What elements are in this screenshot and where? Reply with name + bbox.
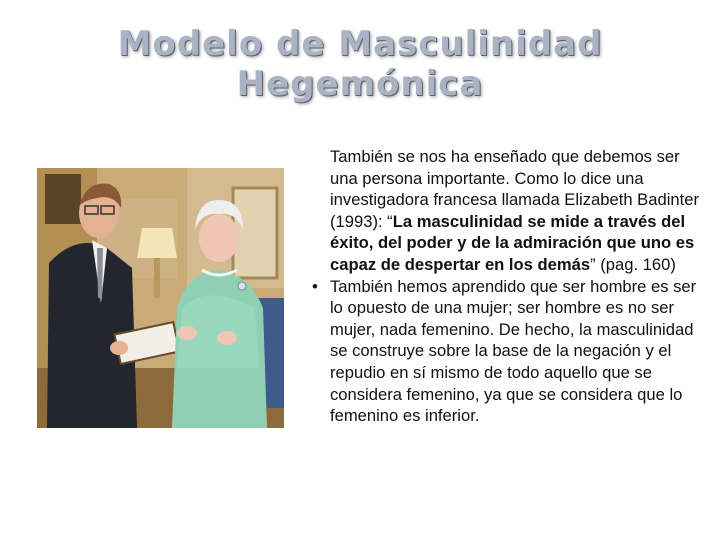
paragraph-1-quote: La masculinidad se mide a través del éxito, del poder y de la admiración que uno es capaz de despertar en los demás — [330, 211, 695, 274]
paragraph-1-text-start: También se nos ha enseñado que debemos ser una persona importante. Como lo dice una investigadora francesa llamada Elizabeth Badinter (1993): “ — [330, 147, 699, 231]
body-text — [310, 146, 710, 427]
bullet-icon: • — [312, 276, 318, 296]
photo-illustration — [37, 168, 284, 428]
photo — [37, 168, 284, 428]
slide-title-line-2: Hegemónica — [236, 64, 484, 104]
paragraph-1-text-end: ” (pag. 160) — [590, 254, 676, 274]
slide-title-line-1: Modelo de Masculinidad — [117, 24, 603, 64]
paragraph-1 — [310, 146, 710, 276]
slide-title — [0, 24, 720, 104]
paragraph-2-text: También hemos aprendido que ser hombre es ser lo opuesto de una mujer; ser hombre es no ser mujer, nada femenino. De hecho, la masculinidad se construye sobre la base de la negación y el repudio en sí mismo de todo aquello que se considera femenino, ya que se considera que lo femenino es inferior. — [330, 276, 697, 426]
paragraph-2 — [310, 276, 710, 427]
